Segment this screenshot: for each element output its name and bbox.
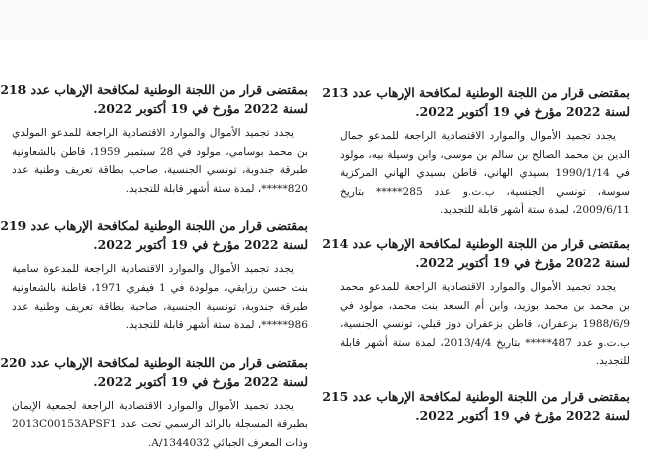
decree-215: [322, 387, 630, 425]
left-column: [0, 80, 308, 465]
decree-heading: بمقتضى قرار من اللجنة الوطنية لمكافحة الإرهاب عدد 215: [322, 388, 630, 404]
decree-214: [322, 234, 630, 371]
decree-heading: بمقتضى قرار من اللجنة الوطنية لمكافحة الإرهاب عدد 220: [0, 354, 308, 370]
decree-heading: بمقتضى قرار من اللجنة الوطنية لمكافحة الإرهاب عدد 218: [0, 82, 308, 97]
decree-date: لسنة 2022 مؤرخ في 19 أكتوبر 2022.: [415, 254, 630, 270]
decree-body: يجدد تجميد الأموال والموارد الاقتصادية الراجعة للمدعو محمد بن محمد بن محمد بوزيد، وابن أم السعد بنت محمد، مولود في 1988/6/9 بزعفران، قاطن بزعفران دوز قبلي، تونسي الجنسية، ب.ت.و عدد 487***** بتاريخ 2013/4/4، لمدة ستة أشهر قابلة للتجديد.: [340, 280, 630, 368]
decree-220: [0, 353, 308, 453]
decree-218: [0, 80, 308, 198]
decree-body: يجدد تجميد الأموال والموارد الاقتصادية الراجعة للمدعوة سامية بنت حسن رزايقي، مولودة في 1 فيفري 1971، قاطنة بالشعاونية طبرقة جندوبة، تونسية الجنسية، صاحبة بطاقة تعريف وطنية عدد 986*****، لمدة ستة أشهر قابلة للتجديد.: [12, 263, 308, 332]
right-column: [322, 83, 630, 437]
decree-body: يجدد تجميد الأموال والموارد الاقتصادية الراجعة للمدعو جمال الدين بن محمد الصالح بن سالم بن موسى، وابن وسيلة بيه، مولود في 1990/1/14 بسيدي الهاني، قاطن بسيدي الهاني المركزية سوسة، تونسي الجنسية، ب.ت.و عدد 285***** بتاريخ 2009/6/11، لمدة ستة أشهر قابلة للتجديد.: [340, 130, 630, 217]
decree-date: لسنة 2022 مؤرخ في 19 أكتوبر 2022.: [415, 407, 630, 423]
decree-date: لسنة 2022 مؤرخ في 19 أكتوبر 2022.: [93, 101, 308, 116]
decree-heading: بمقتضى قرار من اللجنة الوطنية لمكافحة الإرهاب عدد 214: [322, 235, 630, 251]
decree-date: لسنة 2022 مؤرخ في 19 أكتوبر 2022.: [93, 373, 308, 389]
decree-heading: بمقتضى قرار من اللجنة الوطنية لمكافحة الإرهاب عدد 213: [322, 85, 630, 100]
decree-date: لسنة 2022 مؤرخ في 19 أكتوبر 2022.: [415, 104, 630, 119]
decree-heading: بمقتضى قرار من اللجنة الوطنية لمكافحة الإرهاب عدد 219: [0, 218, 308, 234]
decree-219: [0, 216, 308, 334]
decree-213: [322, 83, 630, 220]
decree-body: يجدد تجميد الأموال والموارد الاقتصادية الراجعة لجمعية الإيمان بطبرقة المسجلة بالرائد الرسمي تحت عدد 2013C00153APSF1 وذات المعرف الجبائي A/1344032.: [12, 399, 308, 449]
decree-body: يجدد تجميد الأموال والموارد الاقتصادية الراجعة للمدعو المولدي بن محمد بوسامي، مولود في 28 سبتمبر 1959، قاطن بالشعاونية طبرقة جندوبة، تونسي الجنسية، صاحب بطاقة تعريف وطنية عدد 820*****، لمدة ستة أشهر قابلة للتجديد.: [12, 127, 308, 195]
decree-date: لسنة 2022 مؤرخ في 19 أكتوبر 2022.: [93, 237, 308, 253]
